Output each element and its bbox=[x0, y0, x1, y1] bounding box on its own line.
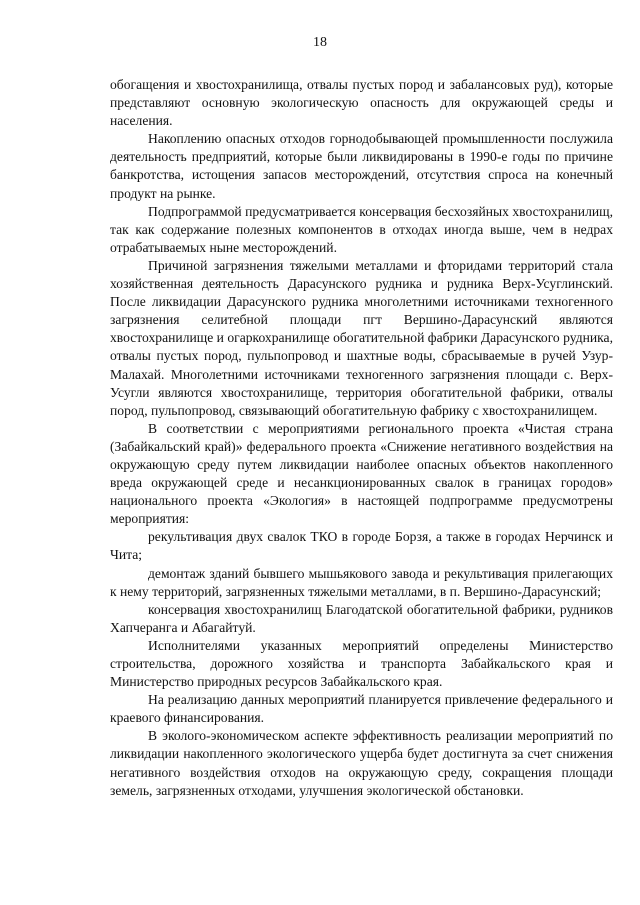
list-item-1: рекультивация двух свалок ТКО в городе Борзя, а также в городах Нерчинск и Чита; bbox=[110, 529, 613, 563]
page-number: 18 bbox=[313, 35, 327, 50]
paragraph-6: Исполнителями указанных мероприятий определены Министерство строительства, дорожного хозяйства и транспорта Забайкальского края и Министерство природных ресурсов Забайкальского края. bbox=[110, 637, 613, 690]
paragraph-7: На реализацию данных мероприятий планируется привлечение федерального и краевого финансирования. bbox=[110, 692, 613, 726]
list-item-2: демонтаж зданий бывшего мышьякового завода и рекультивация прилегающих к нему территорий, загрязненных тяжелыми металлами, в п. Вершино-Дарасунский; bbox=[110, 565, 613, 599]
document-body bbox=[110, 76, 613, 800]
list-item-3: консервация хвостохранилищ Благодатской обогатительной фабрики, рудников Хапчеранга и Абагайтуй. bbox=[110, 601, 613, 635]
paragraph-8: В эколого-экономическом аспекте эффективность реализации мероприятий по ликвидации накопленного экологического ущерба будет достигнута за счет снижения негативного воздействия отходов на окружающую среду, сокращения площади земель, загрязненных отходами, улучшения экологической обстановки. bbox=[110, 728, 613, 798]
paragraph-1: обогащения и хвостохранилища, отвалы пустых пород и забалансовых руд), которые представляют основную экологическую опасность для окружающей среды и населения. bbox=[110, 77, 613, 129]
paragraph-4: Причиной загрязнения тяжелыми металлами и фторидами территорий стала хозяйственная деятельность Дарасунского рудника и рудника Верх-Усуглинский. После ликвидации Дарасунского рудника многолетними источниками техногенного загрязнения селитебной площади пгт Вершино-Дарасунский являются хвостохранилище и огаркохранилище обогатительной фабрики Дарасунского рудника, отвалы пустых пород, пульпопровод и шахтные воды, сбрасываемые в ручей Узур-Малахай. Многолетними источниками техногенного загрязнения площади с. Верх-Усугли являются хвостохранилище, территория обогатительной фабрики, отвалы пород, пульпопровод, связывающий обогатительную фабрику с хвостохранилищем. bbox=[110, 257, 613, 418]
paragraph-2: Накоплению опасных отходов горнодобывающей промышленности послужила деятельность предприятий, которые были ликвидированы в 1990-е годы по причине банкротства, истощения запасов месторождений, отсутствия спроса на конечный продукт на рынке. bbox=[110, 131, 613, 201]
paragraph-3: Подпрограммой предусматривается консервация бесхозяйных хвостохранилищ, так как содержание полезных компонентов в отходах иногда выше, чем в недрах отрабатываемых ныне месторождений. bbox=[110, 203, 613, 255]
paragraph-5: В соответствии с мероприятиями регионального проекта «Чистая страна (Забайкальский край)» федерального проекта «Снижение негативного воздействия на окружающую среду путем ликвидации наиболее опасных объектов накопленного вреда окружающей среде и несанкционированных свалок в границах городов» национального проекта «Экология» в настоящей подпрограмме предусмотрены мероприятия: bbox=[110, 420, 613, 527]
